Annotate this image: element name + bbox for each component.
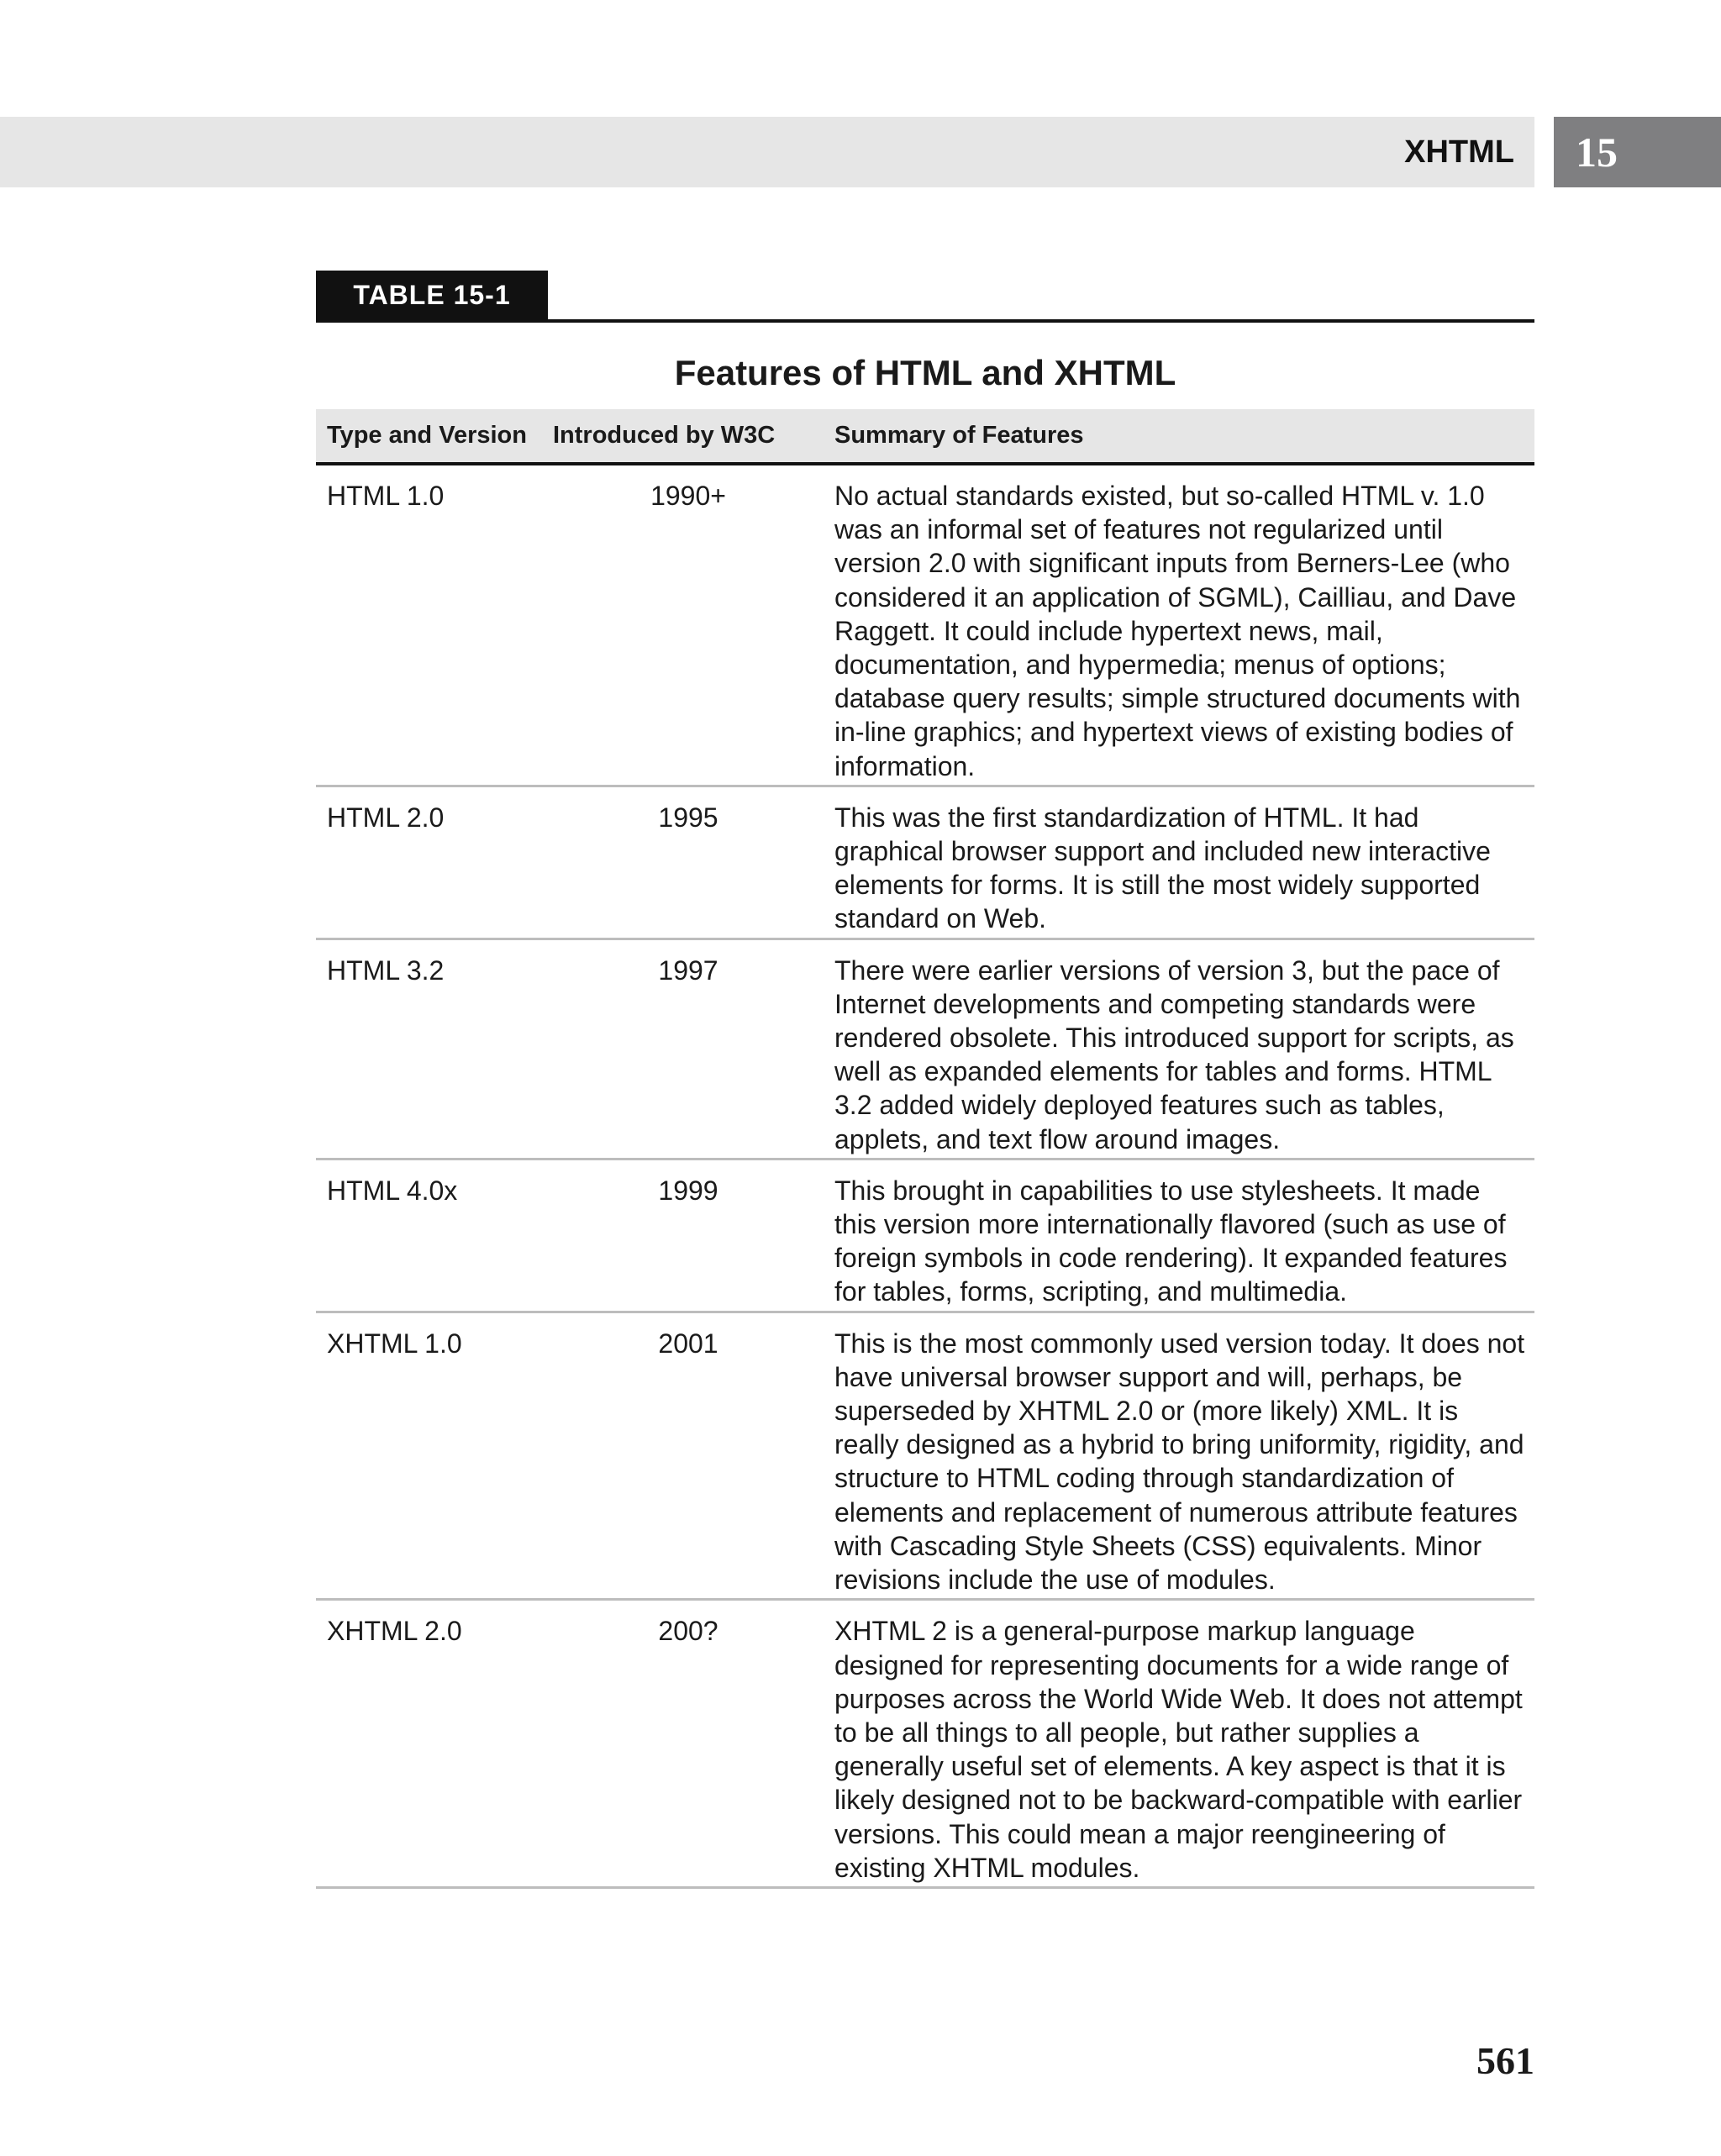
- table-label: TABLE 15-1: [316, 271, 548, 319]
- row-summary: This brought in capabilities to use stylesheets. It made this version more internationally flavored (such as use of foreign symbols in code rendering). It expanded features for tables, forms, scripting, and multimedia.: [834, 1175, 1508, 1307]
- row-year: 200?: [658, 1616, 718, 1647]
- row-type-version: HTML 1.0: [327, 481, 445, 511]
- row-year: 1990+: [650, 481, 726, 511]
- table-row: [316, 940, 1534, 1160]
- row-summary: XHTML 2 is a general-purpose markup language designed for representing documents for a wide range of purposes across the World Wide Web. It does not attempt to be all things to all people, but rather supplies a generally useful set of elements. A key aspect is that it is likely designed not to be backward-compatible with earlier versions. This could mean a major reengineering of existing XHTML modules.: [834, 1616, 1523, 1883]
- table-row: [316, 1160, 1534, 1313]
- row-type-version: XHTML 2.0: [327, 1616, 462, 1647]
- row-summary: No actual standards existed, but so-called HTML v. 1.0 was an informal set of features not regularized until version 2.0 with significant inputs from Berners-Lee (who considered it an application of SGML), Cailliau, and Dave Raggett. It could include hypertext news, mail, documentation, and hypermedia; menus of options; database query results; simple structured documents with in-line graphics; and hypertext views of existing bodies of information.: [834, 481, 1521, 781]
- row-type-version: HTML 2.0: [327, 802, 445, 833]
- row-year: 1995: [658, 802, 718, 833]
- row-summary: This is the most commonly used version today. It does not have universal browser support and will, perhaps, be superseded by XHTML 2.0 or (more likely) XML. It is really designed as a hybrid to bring uniformity, rigidity, and structure to HTML coding through standardization of elements and replacement of numerous attribute features with Cascading Style Sheets (CSS) equivalents. Minor revisions include the use of modules.: [834, 1328, 1525, 1596]
- running-header-title: XHTML: [1404, 134, 1514, 170]
- features-table: [316, 271, 1534, 1889]
- row-type-version: HTML 4.0x: [327, 1175, 458, 1206]
- table-row: [316, 465, 1534, 787]
- row-year: 1999: [658, 1175, 718, 1206]
- row-year: 1997: [658, 954, 718, 986]
- row-type-version: HTML 3.2: [327, 954, 445, 986]
- table-row: [316, 1601, 1534, 1889]
- column-header-summary: Summary of Features: [834, 422, 1084, 449]
- table-row: [316, 1313, 1534, 1601]
- row-type-version: XHTML 1.0: [327, 1328, 462, 1359]
- column-header-introduced: Introduced by W3C: [553, 422, 776, 449]
- running-header-band: [0, 117, 1534, 187]
- row-summary: There were earlier versions of version 3, but the pace of Internet developments and competing standards were rendered obsolete. This introduced support for scripts, as well as expanded elements for tables and forms. HTML 3.2 added widely deployed features such as tables, applets, and text flow around images.: [834, 954, 1514, 1154]
- chapter-tab: [1554, 117, 1721, 187]
- table-header-row: [316, 409, 1534, 465]
- row-year: 2001: [658, 1328, 718, 1359]
- row-summary: This was the first standardization of HTML. It had graphical browser support and included new interactive elements for forms. It is still the most widely supported standard on Web.: [834, 802, 1491, 934]
- chapter-number: 15: [1576, 129, 1618, 176]
- table-title: Features of HTML and XHTML: [674, 353, 1176, 392]
- table-row: [316, 787, 1534, 940]
- column-header-type: Type and Version: [327, 422, 527, 449]
- table-label-rule: [316, 271, 1534, 323]
- page-number: 561: [1476, 2039, 1534, 2082]
